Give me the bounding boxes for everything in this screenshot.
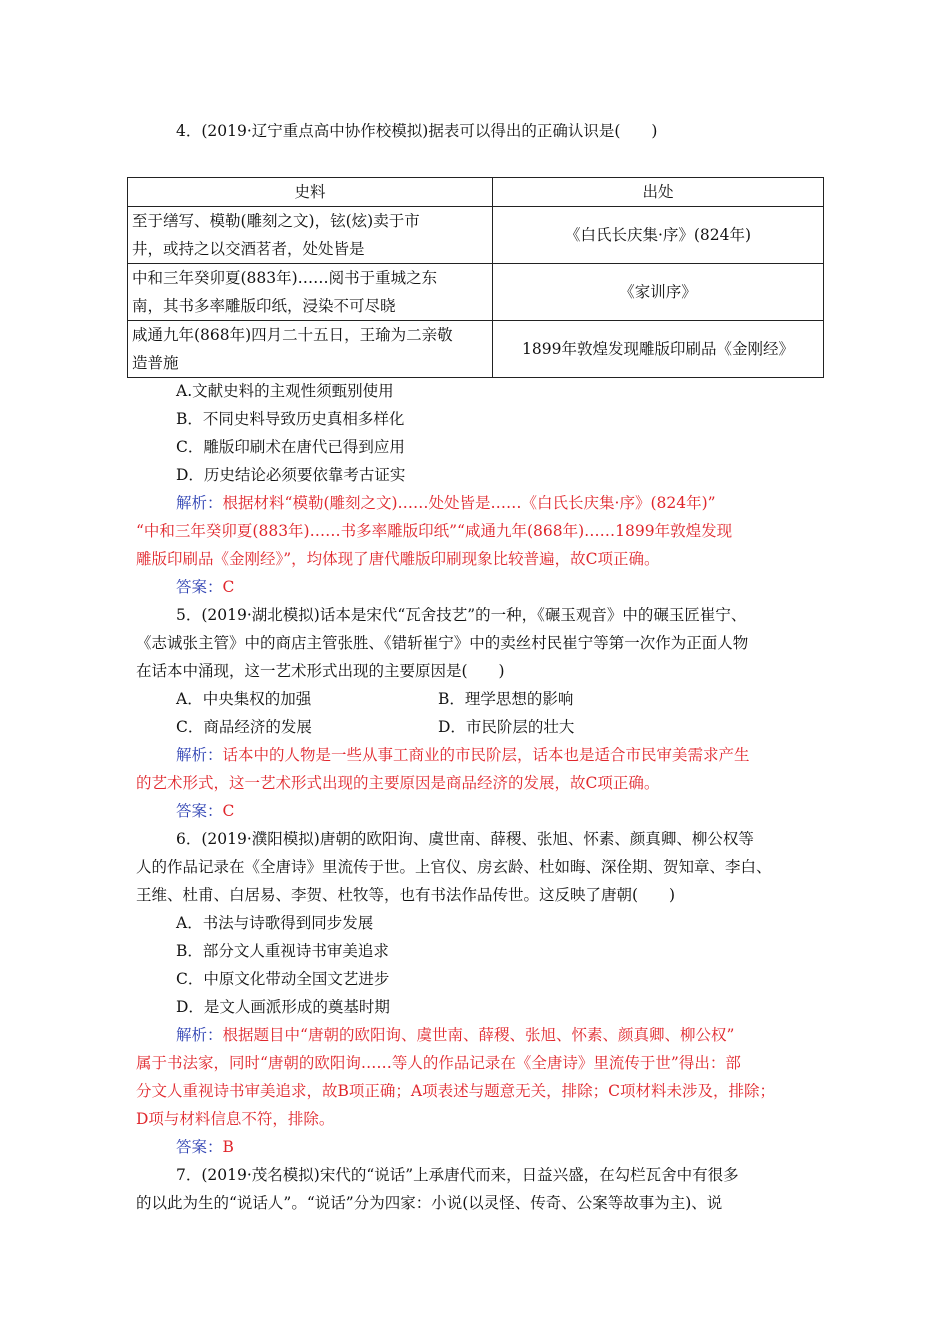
analysis-text: 根据题目中“唐朝的欧阳询、虞世南、薛稷、张旭、怀素、颜真卿、柳公权” [222,1026,735,1044]
cell-text: 中和三年癸卯夏(883年)……阅书于重城之东 [132,269,438,287]
analysis-text: 属于书法家，同时“唐朝的欧阳询……等人的作品记录在《全唐诗》里流传于世”得出：部 [136,1054,741,1072]
table-row [128,264,824,321]
analysis-text: 分文人重视诗书审美追求，故B项正确；A项表述与题意无关，排除；C项材料未涉及，排除； [136,1082,775,1100]
q6-answer [176,1135,234,1159]
q5-stem-line: 在话本中涌现，这一艺术形式出现的主要原因是( ) [136,662,505,680]
table-header: 出处 [493,178,824,207]
q6-option-b: B．部分文人重视诗书审美追求 [176,942,389,960]
answer-value: B [222,1138,234,1156]
q5-options-row [176,715,776,739]
q5-analysis-line [176,743,750,767]
cell-text: 井，或持之以交酒茗者，处处皆是 [132,240,365,258]
q6-option-d: D．是文人画派形成的奠基时期 [176,998,390,1016]
q4-option-c: C．雕版印刷术在唐代已得到应用 [176,438,405,456]
q5-stem-line: 《志诚张主管》中的商店主管张胜、《错斩崔宁》中的卖丝村民崔宁等第一次作为正面人物 [136,634,749,652]
cell-text: 南，其书多率雕版印纸，浸染不可尽晓 [132,297,396,315]
q7-stem-line: 7．(2019·茂名模拟)宋代的“说话”上承唐代而来，日益兴盛，在勾栏瓦舍中有很多 [176,1166,739,1184]
q5-option-b: B．理学思想的影响 [438,690,574,708]
q6-option-a: A．书法与诗歌得到同步发展 [176,914,374,932]
analysis-text: 雕版印刷品《金刚经》”，均体现了唐代雕版印刷现象比较普遍，故C项正确。 [136,550,660,568]
q6-option-c: C．中原文化带动全国文艺进步 [176,970,390,988]
analysis-text: 的艺术形式，这一艺术形式出现的主要原因是商品经济的发展，故C项正确。 [136,774,660,792]
q5-option-a: A．中央集权的加强 [176,690,312,708]
analysis-text: “中和三年癸卯夏(883年)……书多率雕版印纸”“咸通九年(868年)……1899年敦煌发现 [136,522,733,540]
table-cell [128,207,493,264]
answer-label: 答案： [176,1138,223,1156]
table-row [128,321,824,378]
table-cell: 《家训序》 [493,264,824,321]
cell-text: 咸通九年(868年)四月二十五日，王瑜为二亲敬 [132,326,453,344]
q4-option-d: D．历史结论必须要依靠考古证实 [176,466,406,484]
analysis-label: 解析： [176,1026,223,1044]
analysis-text: D项与材料信息不符，排除。 [136,1110,335,1128]
answer-value: C [222,578,235,596]
q6-stem-line: 6．(2019·濮阳模拟)唐朝的欧阳询、虞世南、薛稷、张旭、怀素、颜真卿、柳公权等 [176,830,754,848]
analysis-label: 解析： [176,494,223,512]
table-cell: 《白氏长庆集·序》(824年) [493,207,824,264]
q7-stem-line: 的以此为生的“说话人”。“说话”分为四家：小说(以灵怪、传奇、公案等故事为主)、说 [136,1194,723,1212]
table-header-row [128,178,824,207]
q5-option-d: D．市民阶层的壮大 [438,718,575,736]
q6-analysis-line [176,1023,734,1047]
q6-stem-line: 人的作品记录在《全唐诗》里流传于世。上官仪、房玄龄、杜如晦、深佺期、贺知章、李白、 [136,858,772,876]
q4-stem: 4．(2019·辽宁重点高中协作校模拟)据表可以得出的正确认识是( ) [176,122,658,140]
q5-stem-line: 5．(2019·湖北模拟)话本是宋代“瓦舍技艺”的一种，《碾玉观音》中的碾玉匠崔宁、 [176,606,747,624]
q6-stem-line: 王维、杜甫、白居易、李贺、杜牧等，也有书法作品传世。这反映了唐朝( ) [136,886,676,904]
q4-analysis-line [176,491,716,515]
answer-label: 答案： [176,802,223,820]
answer-label: 答案： [176,578,223,596]
cell-text: 造普施 [132,354,179,372]
analysis-text: 话本中的人物是一些从事工商业的市民阶层，话本也是适合市民审美需求产生 [222,746,750,764]
source-table [127,177,824,378]
q5-answer [176,799,234,823]
q4-option-a: A.文献史料的主观性须甄别使用 [176,382,394,400]
q4-answer [176,575,234,599]
analysis-text: 根据材料“模勒(雕刻之文)……处处皆是……《白氏长庆集·序》(824年)” [222,494,716,512]
q4-option-b: B．不同史料导致历史真相多样化 [176,410,405,428]
analysis-label: 解析： [176,746,223,764]
cell-text: 至于缮写、模勒(雕刻之文)，铉(炫)卖于市 [132,212,420,230]
table-cell [128,321,493,378]
table-cell: 1899年敦煌发现雕版印刷品《金刚经》 [493,321,824,378]
answer-value: C [222,802,235,820]
q5-options-row [176,687,776,711]
table-cell [128,264,493,321]
table-row [128,207,824,264]
q5-option-c: C．商品经济的发展 [176,718,312,736]
table-header: 史料 [128,178,493,207]
